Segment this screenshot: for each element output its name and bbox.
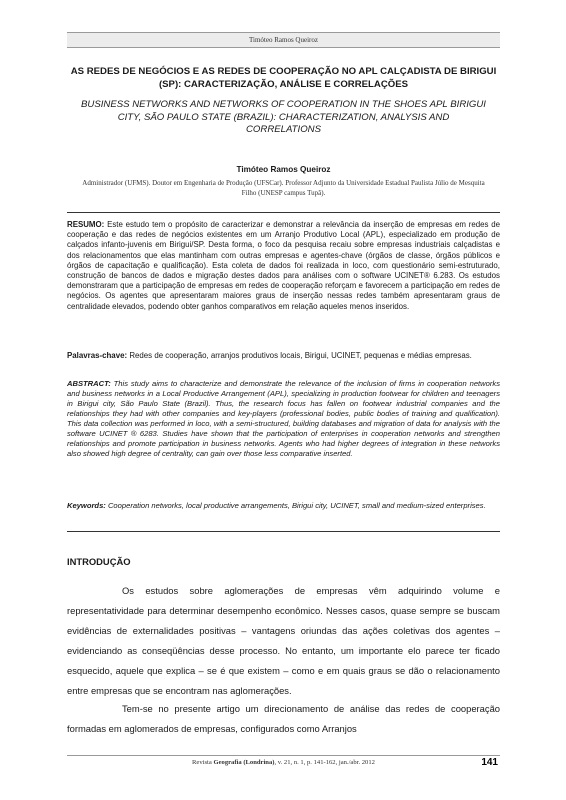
section-heading: INTRODUÇÃO (67, 556, 131, 567)
divider-bottom (67, 531, 500, 532)
body-paragraph-1: Os estudos sobre aglomerações de empresas vêm adquirindo volume e representatividade para determinar desempenho econômico. Nesses casos, quase sempre se buscam evidências de externalidades positivas – vantagens oriundas das ações coletivas dos agentes – evidenciando as conseqüências desse processo. No entanto, um importante elo parece ter ficado esquecido, aquele que explica – se é que existem – como e em quais graus se dão o relacionamento entre empresas que se encontram nas aglomerações. (67, 585, 500, 696)
keywords-block (67, 501, 500, 511)
palavras-chave-text: Redes de cooperação, arranjos produtivos locais, Birigui, UCINET, pequenas e médias empresas. (129, 351, 472, 360)
author-affiliation: Administrador (UFMS). Doutor em Engenharia de Produção (UFSCar). Professor Adjunto da Universidade Estadual Paulista Júlio de Mesquita Filho (UNESP campus Tupã). (82, 179, 485, 197)
running-head: Timóteo Ramos Queiroz (67, 32, 500, 48)
author-name: Timóteo Ramos Queiroz (236, 165, 331, 174)
palavras-chave-block (67, 351, 500, 361)
abstract-block (67, 379, 500, 459)
divider-top (67, 212, 500, 213)
footer-details: , v. 21, n. 1, p. 141-162, jan./abr. 2012 (274, 759, 375, 766)
resumo-block (67, 220, 500, 312)
footer-prefix: Revista (192, 759, 212, 766)
page-number: 141 (481, 757, 498, 768)
page-footer (67, 755, 500, 770)
keywords-text: Cooperation networks, local productive arrangements, Birigui city, UCINET, small and medium-sized enterprises. (107, 501, 486, 510)
palavras-chave-label: Palavras-chave: (67, 351, 128, 360)
title-english: BUSINESS NETWORKS AND NETWORKS OF COOPERATION IN THE SHOES APL BIRIGUI CITY, SÃO PAULO STATE (BRAZIL): CHARACTERIZATION, ANALYSIS AND CORRELATIONS (81, 99, 486, 135)
abstract-label: ABSTRACT: (67, 379, 111, 388)
abstract-text: This study aims to characterize and demonstrate the relevance of the inclusion of firms in cooperation networks and business networks in a Local Productive Arrangement (APL), specializing in production footwear for children and teenagers in Birigui city, São Paulo State (Brazil). Thus, the research focus has fallen on footwear industrial companies and the relationships they had with other companies and key-players (professional bodies, public bodies of training and qualification). This data collection was performed in loco, with a semi-structured, building databases and migration of data for analysis with the software UCINET ® 6283. Studies have shown that the participation of enterprises in cooperation networks and strengthen relationships and promote participation in business networks. Agents who had higher degrees of integration in these networks also showed high degree of centrality, can gain over those less comparative inserted. (67, 379, 500, 458)
title-portuguese: AS REDES DE NEGÓCIOS E AS REDES DE COOPERAÇÃO NO APL CALÇADISTA DE BIRIGUI (SP): CARACTERIZAÇÃO, ANÁLISE E CORRELAÇÕES (70, 66, 497, 90)
keywords-label: Keywords: (67, 501, 106, 510)
body-paragraph-2: Tem-se no presente artigo um direcionamento de análise das redes de cooperação formadas em aglomerados de empresas, configurados como Arranjos (67, 703, 500, 734)
footer-citation (67, 759, 500, 766)
resumo-text: Este estudo tem o propósito de caracterizar e demonstrar a relevância da inserção de empresas em redes de cooperação e das redes de negócios existentes em um Arranjo Produtivo Local (APL), especializado em produção de calçados infanto-juvenis em Birigui/SP. Desta forma, o foco da pesquisa recaiu sobre empresas industriais calçadistas e dos relacionamentos que elas mantinham com outras empresas e agentes-chave (órgãos de classe, órgãos públicos e órgãos de capacitação e qualificação). Esta coleta de dados foi realizada in loco, com questionário semi-estruturado, construção de bancos de dados e migração destes dados para análises com o software UCINET® 6.283. Os estudos demonstraram que a participação de empresas em redes de cooperação reforçam e favorecem a participação em redes de negócios. Os agentes que apresentaram maiores graus de inserção nessas redes também apresentaram graus de centralidade elevados, podendo obter ganhos comparativos em relação aqueles menos inseridos. (67, 220, 500, 311)
footer-journal: Geografia (Londrina) (213, 759, 275, 766)
resumo-label: RESUMO: (67, 220, 105, 229)
